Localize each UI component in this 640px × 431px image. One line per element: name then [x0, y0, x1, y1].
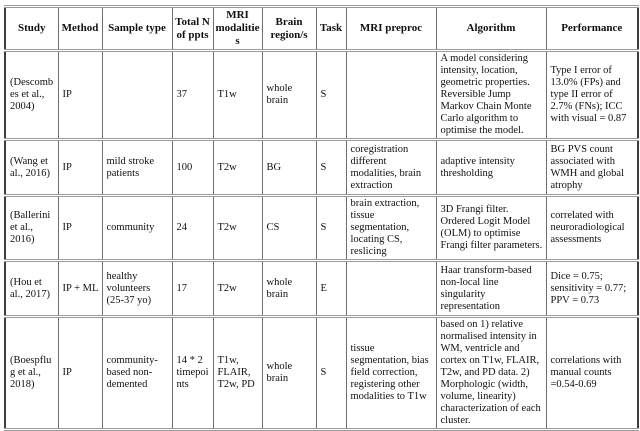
column-header-study: Study	[5, 7, 58, 51]
cell-performance: Type I error of 13.0% (FPs) and type II error of 2.7% (FNs); ICC with visual = 0.87	[546, 51, 638, 140]
cell-brain-region: whole brain	[262, 51, 316, 140]
cell-mri-modalities: T2w	[213, 261, 262, 317]
cell-brain-region: whole brain	[262, 261, 316, 317]
cell-sample-type: mild stroke patients	[102, 140, 172, 196]
column-header-algorithm: Algorithm	[436, 7, 546, 51]
cell-performance: Dice = 0.75; sensitivity = 0.77; PPV = 0.73	[546, 261, 638, 317]
cell-method: IP + ML	[58, 261, 102, 317]
column-header-performance: Performance	[546, 7, 638, 51]
cell-task: S	[316, 317, 346, 430]
table-row-descombes-2004	[5, 51, 638, 140]
cell-algorithm: Haar transform-based non-local line singularity representation	[436, 261, 546, 317]
cell-algorithm: based on 1) relative normalised intensity in WM, ventricle and cortex on T1w, FLAIR, T2w, and PD data. 2) Morphologic (width, volume, linearity) characterization of each cluster.	[436, 317, 546, 430]
table-row-boespflug-2018	[5, 317, 638, 430]
column-header-sample-type: Sample type	[102, 7, 172, 51]
column-header-mri-preproc: MRI preproc	[346, 7, 436, 51]
cell-mri-modalities: T1w	[213, 51, 262, 140]
cell-performance: BG PVS count associated with WMH and global atrophy	[546, 140, 638, 196]
cell-mri-preproc: tissue segmentation, bias field correction, registering other modalities to T1w	[346, 317, 436, 430]
table-row-ballerini-2016	[5, 196, 638, 261]
cell-mri-modalities: T1w, FLAIR, T2w, PD	[213, 317, 262, 430]
header-row	[5, 7, 638, 51]
column-header-task: Task	[316, 7, 346, 51]
cell-study: (Hou et al., 2017)	[5, 261, 58, 317]
table-row-wang-2016	[5, 140, 638, 196]
cell-sample-type: community-based non-demented	[102, 317, 172, 430]
cell-total-n: 24	[172, 196, 213, 261]
cell-sample-type: healthy volunteers (25-37 yo)	[102, 261, 172, 317]
cell-sample-type	[102, 51, 172, 140]
cell-task: S	[316, 51, 346, 140]
cell-mri-preproc: brain extraction, tissue segmentation, locating CS, reslicing	[346, 196, 436, 261]
cell-mri-preproc	[346, 261, 436, 317]
cell-method: IP	[58, 317, 102, 430]
cell-task: S	[316, 140, 346, 196]
cell-study: (Boespflug et al., 2018)	[5, 317, 58, 430]
cell-brain-region: BG	[262, 140, 316, 196]
cell-method: IP	[58, 196, 102, 261]
column-header-brain-region: Brain region/s	[262, 7, 316, 51]
cell-sample-type: community	[102, 196, 172, 261]
cell-total-n: 17	[172, 261, 213, 317]
cell-study: (Wang et al., 2016)	[5, 140, 58, 196]
cell-brain-region: whole brain	[262, 317, 316, 430]
cell-mri-preproc: coregistration different modalities, brain extraction	[346, 140, 436, 196]
cell-study: (Ballerini et al., 2016)	[5, 196, 58, 261]
cell-brain-region: CS	[262, 196, 316, 261]
cell-algorithm: adaptive intensity thresholding	[436, 140, 546, 196]
cell-algorithm: A model considering intensity, location, geometric properties. Reversible Jump Markov Chain Monte Carlo algorithm to optimise the model.	[436, 51, 546, 140]
cell-mri-modalities: T2w	[213, 196, 262, 261]
cell-task: S	[316, 196, 346, 261]
cell-method: IP	[58, 140, 102, 196]
cell-study: (Descombes et al., 2004)	[5, 51, 58, 140]
table-row-hou-2017	[5, 261, 638, 317]
cell-mri-modalities: T2w	[213, 140, 262, 196]
pvs-studies-comparison-table	[4, 5, 639, 431]
cell-algorithm: 3D Frangi filter. Ordered Logit Model (OLM) to optimise Frangi filter parameters.	[436, 196, 546, 261]
cell-total-n: 100	[172, 140, 213, 196]
cell-total-n: 14 * 2 timepoints	[172, 317, 213, 430]
document-page	[4, 5, 639, 431]
column-header-method: Method	[58, 7, 102, 51]
cell-performance: correlated with neuroradiological assessments	[546, 196, 638, 261]
column-header-mri-modalities: MRI modalities	[213, 7, 262, 51]
cell-task: E	[316, 261, 346, 317]
cell-method: IP	[58, 51, 102, 140]
column-header-total-n: Total N of ppts	[172, 7, 213, 51]
cell-total-n: 37	[172, 51, 213, 140]
cell-mri-preproc	[346, 51, 436, 140]
cell-performance: correlations with manual counts =0.54-0.69	[546, 317, 638, 430]
